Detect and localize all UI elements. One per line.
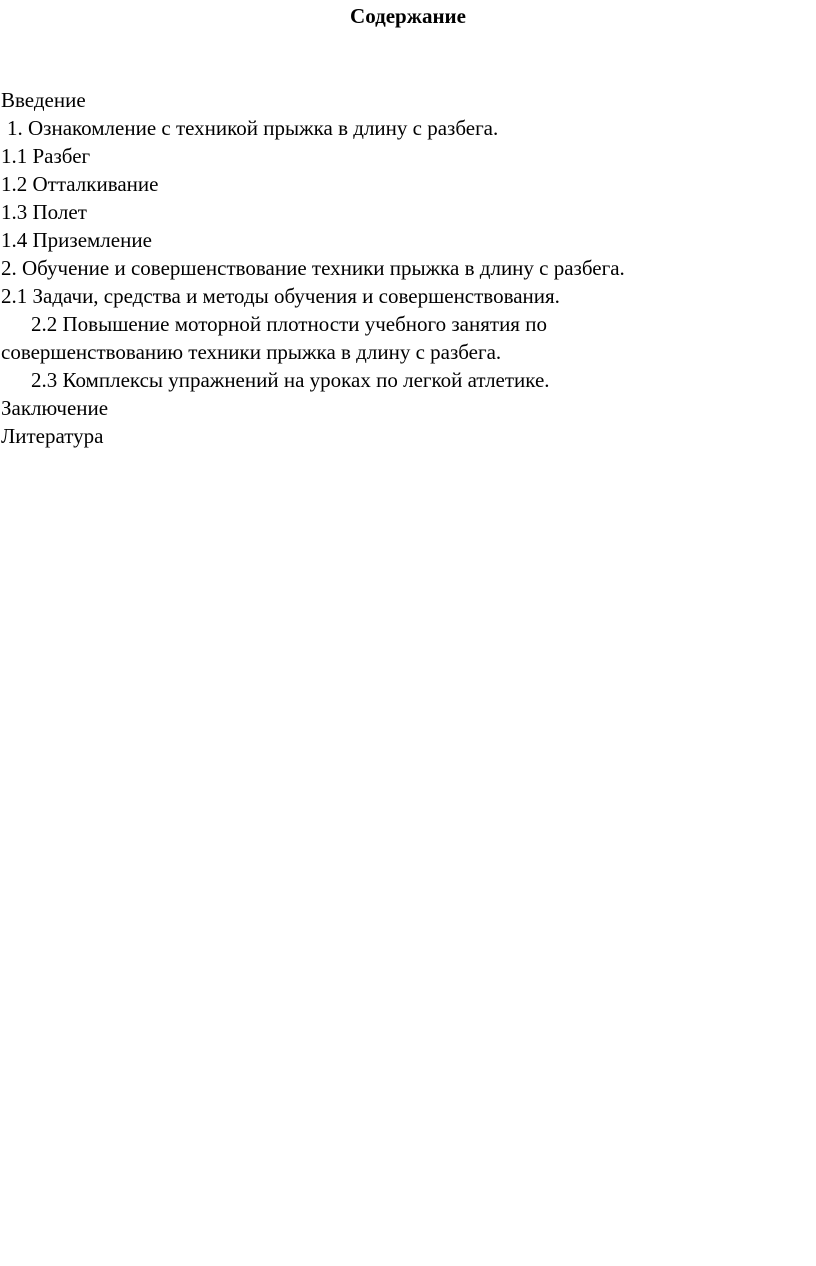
toc-item-section-2-2-line-2: совершенствованию техники прыжка в длину с разбега.: [1, 340, 502, 364]
toc-item-literature: Литература: [1, 424, 104, 448]
toc-item-section-2: 2. Обучение и совершенствование техники прыжка в длину с разбега.: [1, 256, 625, 280]
toc-item-section-1-3: 1.3 Полет: [1, 200, 87, 224]
toc-item-section-2-3: 2.3 Комплексы упражнений на уроках по легкой атлетике.: [31, 368, 550, 392]
toc-item-section-2-1: 2.1 Задачи, средства и методы обучения и совершенствования.: [1, 284, 560, 308]
toc-item-section-1-4: 1.4 Приземление: [1, 228, 152, 252]
toc-item-section-1-2: 1.2 Отталкивание: [1, 172, 159, 196]
toc-item-section-1: 1. Ознакомление с техникой прыжка в длину с разбега.: [7, 116, 499, 140]
toc-item-intro: Введение: [1, 88, 86, 112]
toc-item-conclusion: Заключение: [1, 396, 109, 420]
table-of-contents: [1, 86, 813, 450]
toc-item-section-1-1: 1.1 Разбег: [1, 144, 91, 168]
page-title: Содержание: [350, 4, 466, 28]
toc-item-section-2-2-line-1: 2.2 Повышение моторной плотности учебного занятия по: [31, 312, 547, 336]
